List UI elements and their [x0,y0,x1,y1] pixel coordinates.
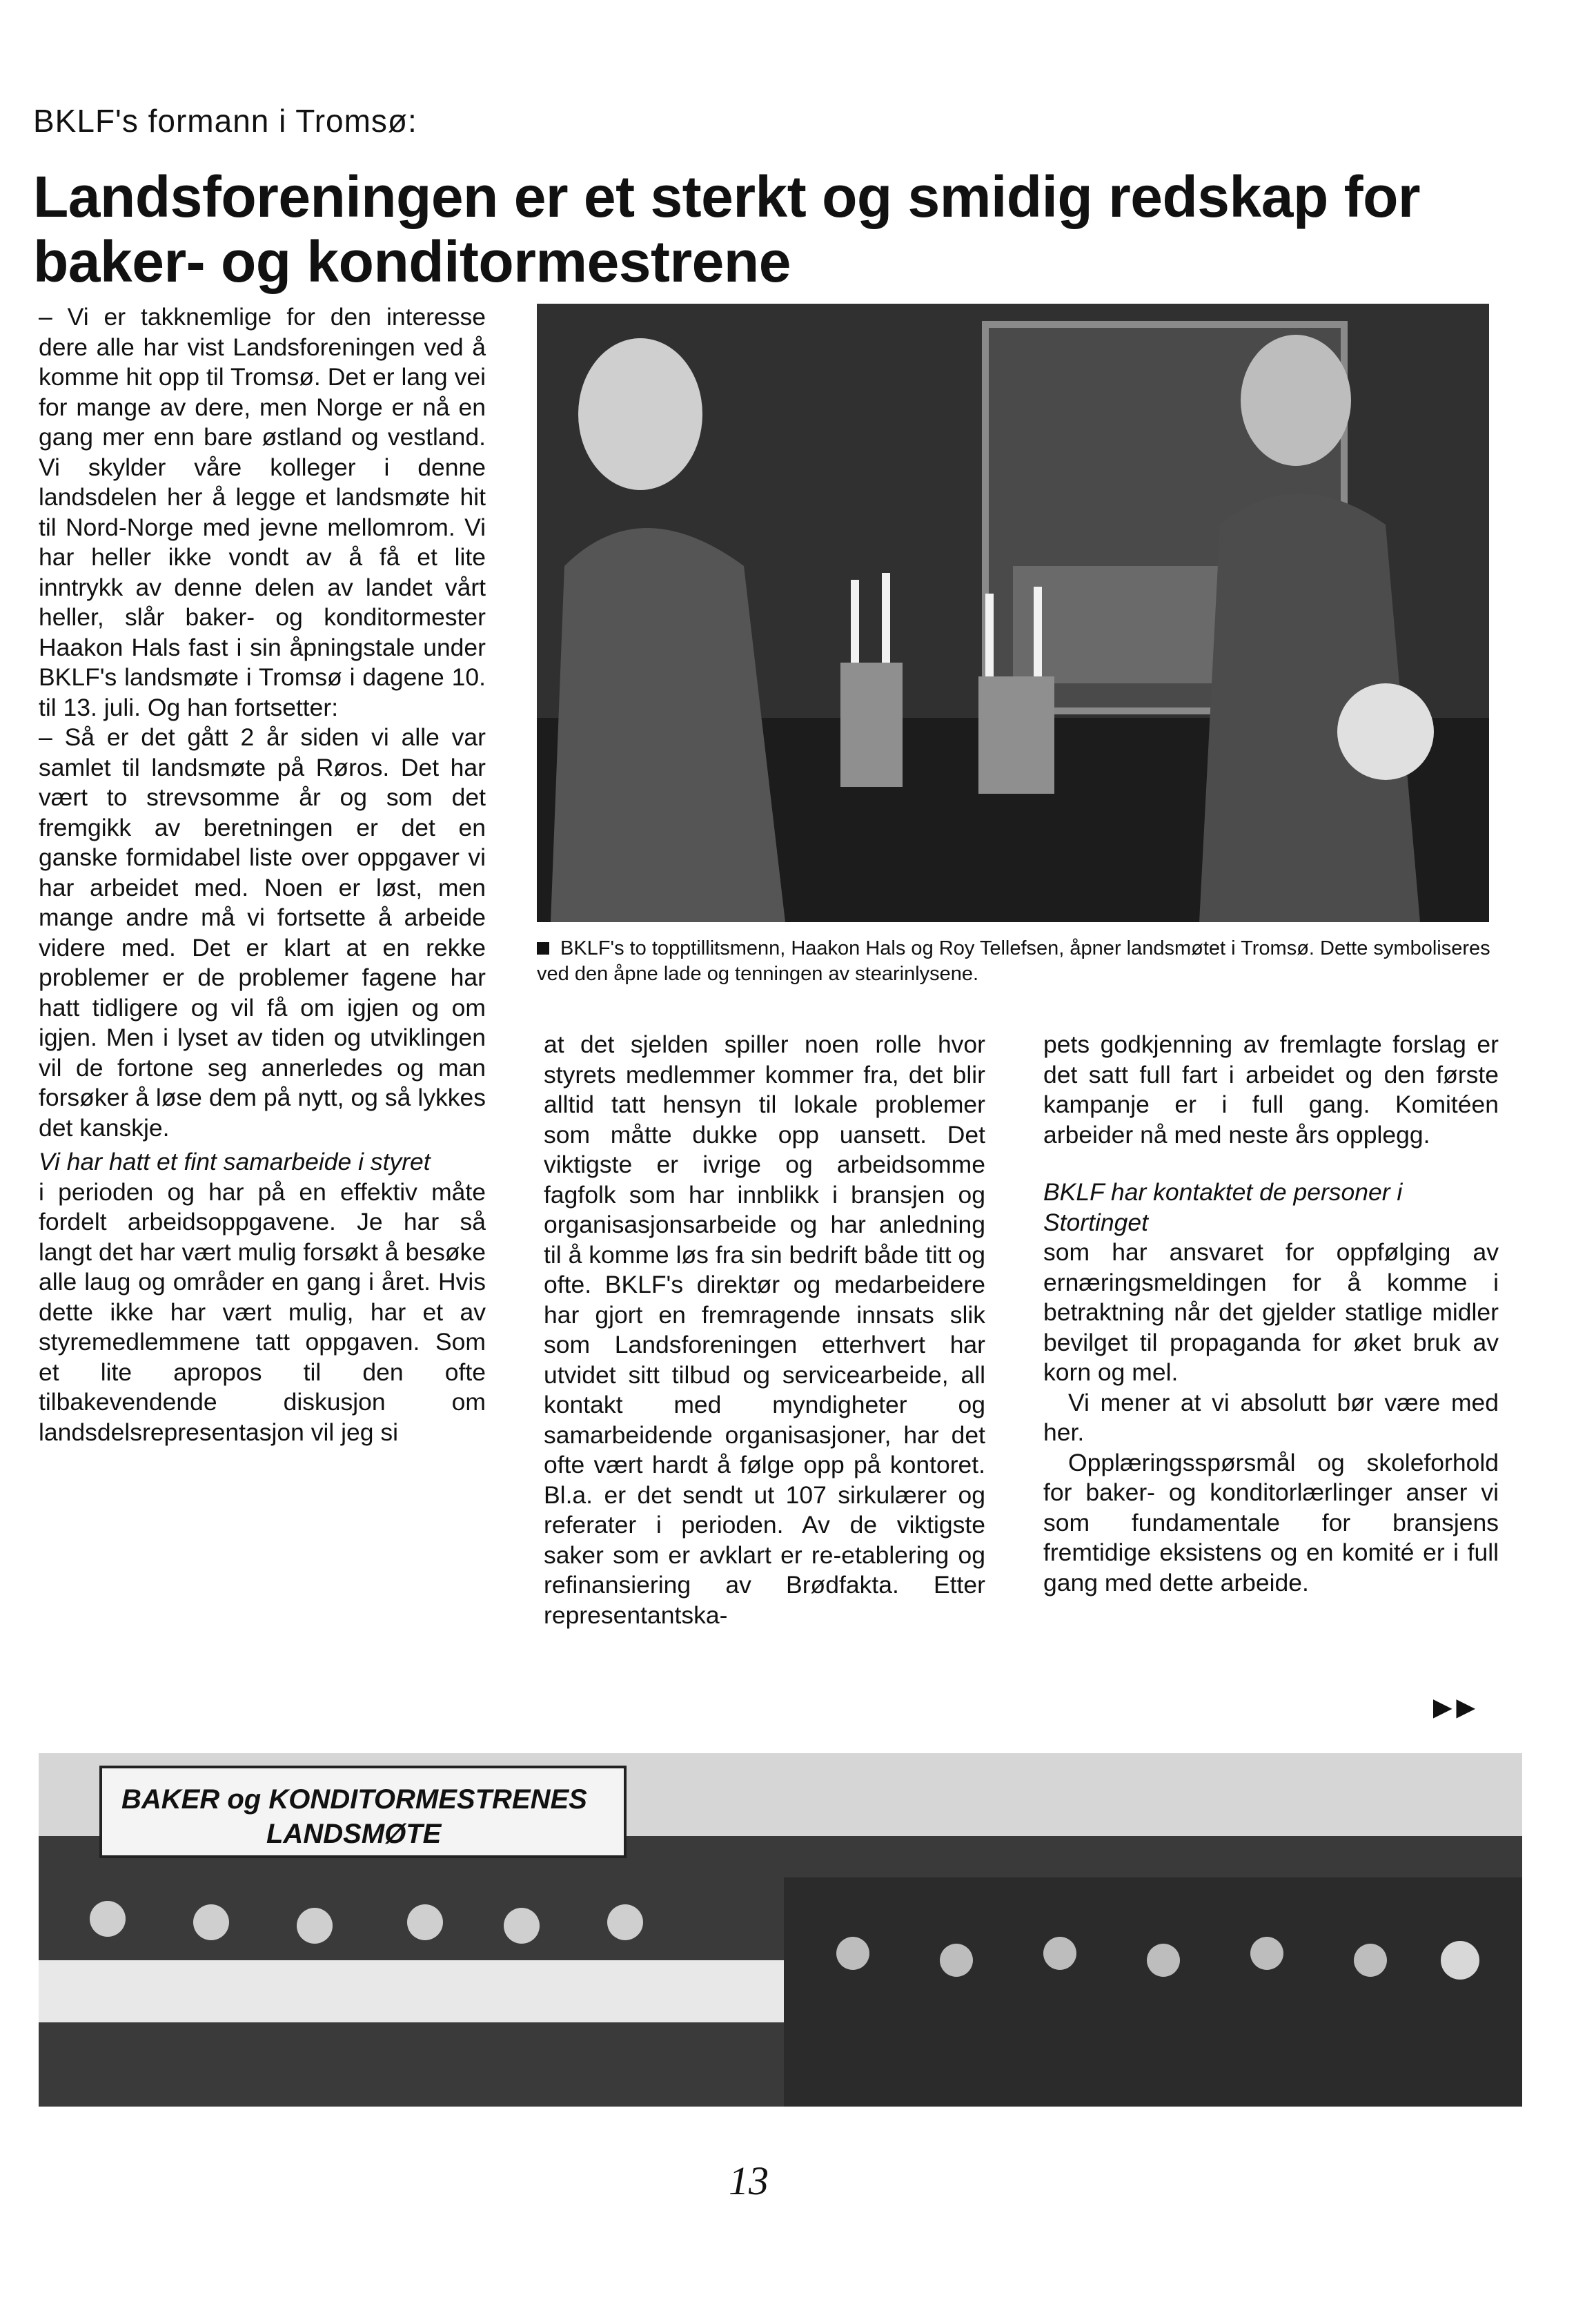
col1-subhead: Vi har hatt et fint samarbeide i styret [39,1148,431,1175]
column-2 [544,1030,985,1630]
col3-paragraph-4: Opplæringsspørsmål og skoleforhold for baker- og konditorlærlinger anser vi som fundamentale for bransjens fremtidige eksistens og en komité er i full gang med dette arbeide. [1043,1448,1499,1596]
column-3 [1043,1030,1499,1598]
candle-lighting-illustration [537,304,1489,922]
banner-line-1: BAKER og KONDITORMESTRENES [121,1784,587,1815]
continue-arrow-icon: ►► [1427,1689,1474,1725]
conference-photo [39,1753,1522,2107]
caption-text: BKLF's to topptillitsmenn, Haakon Hals og Roy Tellefsen, åpner landsmøtet i Tromsø. Dette symboliseres ved den åpne lade og tenningen av stearinlysene. [537,937,1490,985]
col1-paragraph-3: i perioden og har på en effektiv måte fordelt arbeidsoppgavene. Je har så langt det har vært mulig forsøkt å besøke alle laug og områder en gang i året. Hvis dette ikke har vært mulig, har et av styremedlemmene tatt oppgaven. Som et lite apropos til den ofte tilbakevendende diskusjon om landsdelsrepresentasjon vil jeg si [39,1178,486,1446]
col1-paragraph-1: – Vi er takknemlige for den interesse dere alle har vist Landsforeningen ved å komme hit opp til Tromsø. Det er lang vei for mange av dere, men Norge er nå en gang mer enn bare østland og vestland. Vi skylder våre kolleger i denne landsdelen her å legge et landsmøte hit til Nord-Norge med jevne mellomrom. Vi har heller ikke vondt av å få et lite inntrykk av denne delen av landet vårt heller, slår baker- og konditormester Haakon Hals fast i sin åpningstale under BKLF's landsmøte i Tromsø i dagene 10. til 13. juli. Og han fortsetter: [39,303,486,721]
bullet-square-icon [537,942,549,955]
col3-paragraph-2: som har ansvaret for oppfølging av ernæringsmeldingen for å komme i betraktning når det gjelder statlige midler bevilget til propaganda for øket bruk av korn og mel. [1043,1238,1499,1386]
conference-illustration [39,1753,1522,2107]
col2-paragraph-1: at det sjelden spiller noen rolle hvor styrets medlemmer kommer fra, det blir alltid tatt hensyn til lokale problemer som måtte dukke opp uansett. Det viktigste er ivrige og arbeidsomme fagfolk som har innblikk i bransjen og organisasjonsarbeide og har anledning til å komme løs fra sin bedrift både titt og ofte. BKLF's direktør og medarbeidere har gjort en fremragende innsats slik som Landsforeningen etterhvert har utvidet sitt tilbud og servicearbeide, all kontakt med myndigheter og samarbeidende organisasjoner, har det ofte vært hardt å følge opp på kontoret. Bl.a. er det sendt ut 107 sirkulærer og referater i perioden. Av de viktigste saker som er avklart er re-etablering og refinansiering av Brødfakta. Etter representantska- [544,1031,985,1629]
photo-caption [537,936,1517,987]
column-1 [39,302,486,1447]
col1-paragraph-2: – Så er det gått 2 år siden vi alle var samlet til landsmøte på Røros. Det har vært to strevsomme år og som det fremgikk av beretningen er det en ganske formidabel liste over oppgaver vi har arbeidet med. Noen er løst, men mange andre må vi fortsette å arbeide videre med. Det er klart at en rekke problemer er de problemer fagene har hatt tidligere og vil få om igjen og om igjen. Men i lyset av tiden og utviklingen vil de fortone seg annerledes og man forsøker å løse dem på nytt, og så lykkes det kanskje. [39,723,486,1142]
banner-line-2: LANDSMØTE [266,1819,442,1849]
col3-paragraph-1: pets godkjenning av fremlagte forslag er det satt full fart i arbeidet og den første kampanje er i full gang. Komitéen arbeider nå med neste års opplegg. [1043,1031,1499,1149]
kicker: BKLF's formann i Tromsø: [33,103,417,139]
headline: Landsforeningen er et sterkt og smidig redskap for baker- og konditormestrene [33,164,1421,294]
col3-paragraph-3: Vi mener at vi absolutt bør være med her. [1043,1388,1499,1446]
page-number: 13 [729,2158,769,2203]
col3-subhead: BKLF har kontaktet de personer i Stortinget [1043,1178,1403,1236]
candle-lighting-photo [537,304,1489,922]
